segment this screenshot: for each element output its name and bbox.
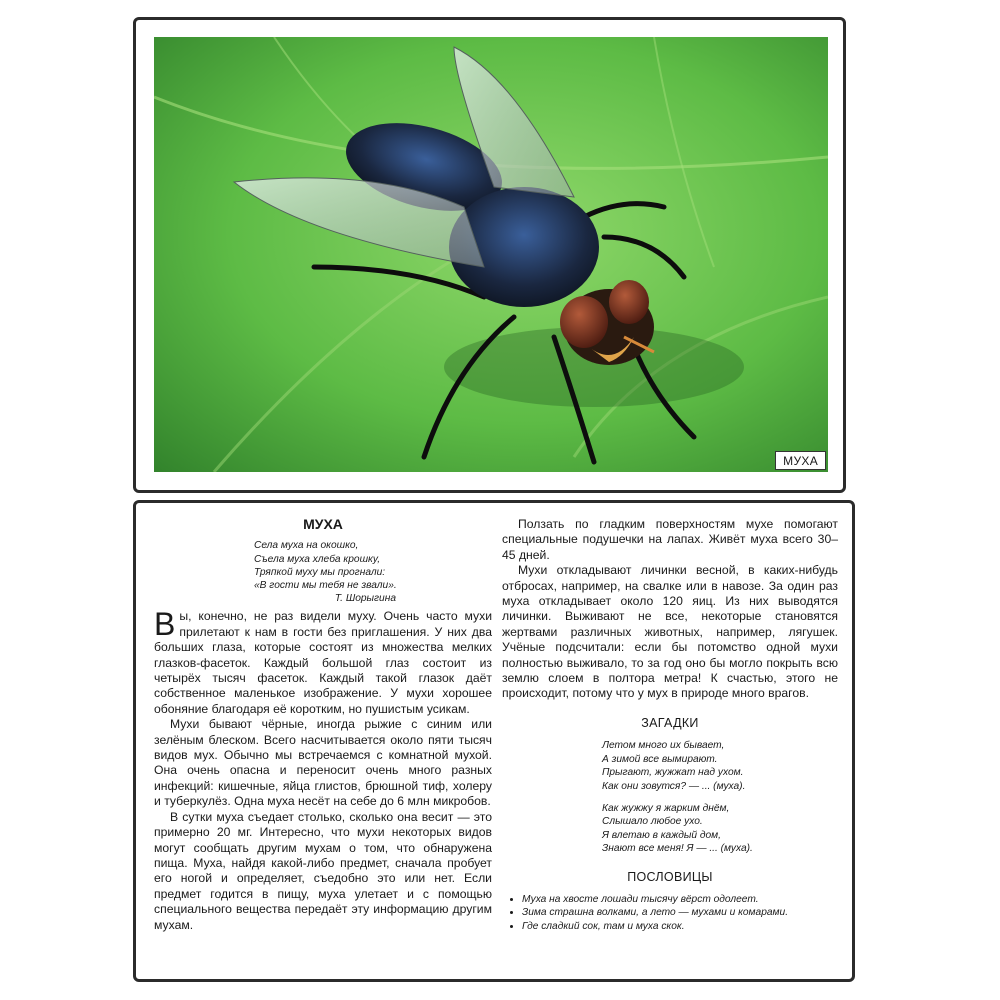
riddle-line: А зимой все вымирают.	[602, 753, 718, 765]
proverb-item: • Зима страшна волками, а лето — мухами и комарами.	[522, 906, 838, 919]
riddle-1	[602, 739, 838, 793]
poem-author: Т. Шорыгина	[334, 593, 396, 605]
fly-illustration	[154, 37, 828, 472]
right-column	[502, 517, 838, 933]
riddle-line: Прыгают, жужжат над ухом.	[602, 767, 744, 779]
riddle-line: Слышало любое ухо.	[602, 816, 703, 828]
paragraph-5: Мухи откладывают личинки весной, в каких-нибудь отбросах, например, на свалке или в навозе. За один раз муха откладывает около 120 яиц. Из них выводятся личинки. Выживают не все, некоторые становятся жертвами различных животных, например, лягушек. Учёные подсчитали: если бы потомство одной мухи полностью выживало, то за год оно бы могло покрыть всю землю слоем в полтора метра! К счастью, этого не происходит, потому что у мух в природе много врагов.	[502, 563, 838, 701]
drop-cap: В	[154, 606, 176, 643]
proverbs-heading: ПОСЛОВИЦЫ	[627, 869, 713, 884]
photo-card	[133, 17, 846, 493]
riddle-line: Летом много их бывает,	[602, 740, 725, 752]
riddle-2	[602, 802, 838, 856]
poem-line: Съела муха хлеба крошку,	[254, 553, 381, 565]
paragraph-1	[154, 606, 492, 717]
proverb-item: • Где сладкий сок, там и муха скок.	[522, 920, 838, 933]
text-card	[133, 500, 855, 982]
riddle-line: Я влетаю в каждый дом,	[602, 829, 721, 841]
paragraph-1-text: ы, конечно, не раз видели муху. Очень часто мухи прилетают к нам в гости без приглашения. У них два больших глаза, которые состоят из множества мелких глазков-фасеток. Каждый большой глаз состоит из четырёх тысяч фасеток. Каждый такой глазок даёт собственное маленькое изображение. У мухи хорошее обоняние благодаря её коротким, но пушистым усикам.	[154, 609, 492, 716]
riddles-heading: ЗАГАДКИ	[641, 715, 699, 730]
article-title: МУХА	[303, 516, 343, 532]
riddle-line: Как они зовутся? — ... (муха).	[602, 780, 746, 792]
riddle-line: Знают все меня! Я — ... (муха).	[602, 843, 753, 855]
poem-line: Села муха на окошко,	[254, 540, 359, 552]
proverb-item: • Муха на хвосте лошади тысячу вёрст одолеет.	[522, 893, 838, 906]
proverbs-list	[502, 893, 838, 933]
epigraph-poem	[254, 539, 492, 605]
paragraph-3: В сутки муха съедает столько, сколько она весит — это примерно 20 мг. Интересно, что мухи некоторых видов могут сообщать другим мухам о том, что обнаружена пища. Муха, найдя какой-либо предмет, сначала пробует его ногой и определяет, съедобно это или нет. Если предмет годится в пищу, муха улетает и с помощью специального вещества передаёт эту информацию другим мухам.	[154, 809, 492, 932]
paragraph-2: Мухи бывают чёрные, иногда рыжие с синим или зелёным блеском. Всего насчитывается около пяти тысяч видов мух. Обычно мы встречаемся с комнатной мухой. Она очень опасна и переносит очень много разных инфекций: кишечные, яйца глистов, брюшной тиф, холеру и туберкулёз. Одна муха несёт на себе до 6 млн микробов.	[154, 717, 492, 809]
poem-line: «В гости мы тебя не звали».	[254, 580, 397, 592]
poem-line: Тряпкой муху мы прогнали:	[254, 566, 386, 578]
fly-photo	[154, 37, 828, 472]
photo-caption: МУХА	[775, 451, 826, 470]
left-column	[154, 517, 492, 933]
riddle-line: Как жужжу я жарким днём,	[602, 802, 730, 814]
paragraph-4: Ползать по гладким поверхностям мухе помогают специальные подушечки на лапах. Живёт муха всего 30–45 дней.	[502, 517, 838, 562]
